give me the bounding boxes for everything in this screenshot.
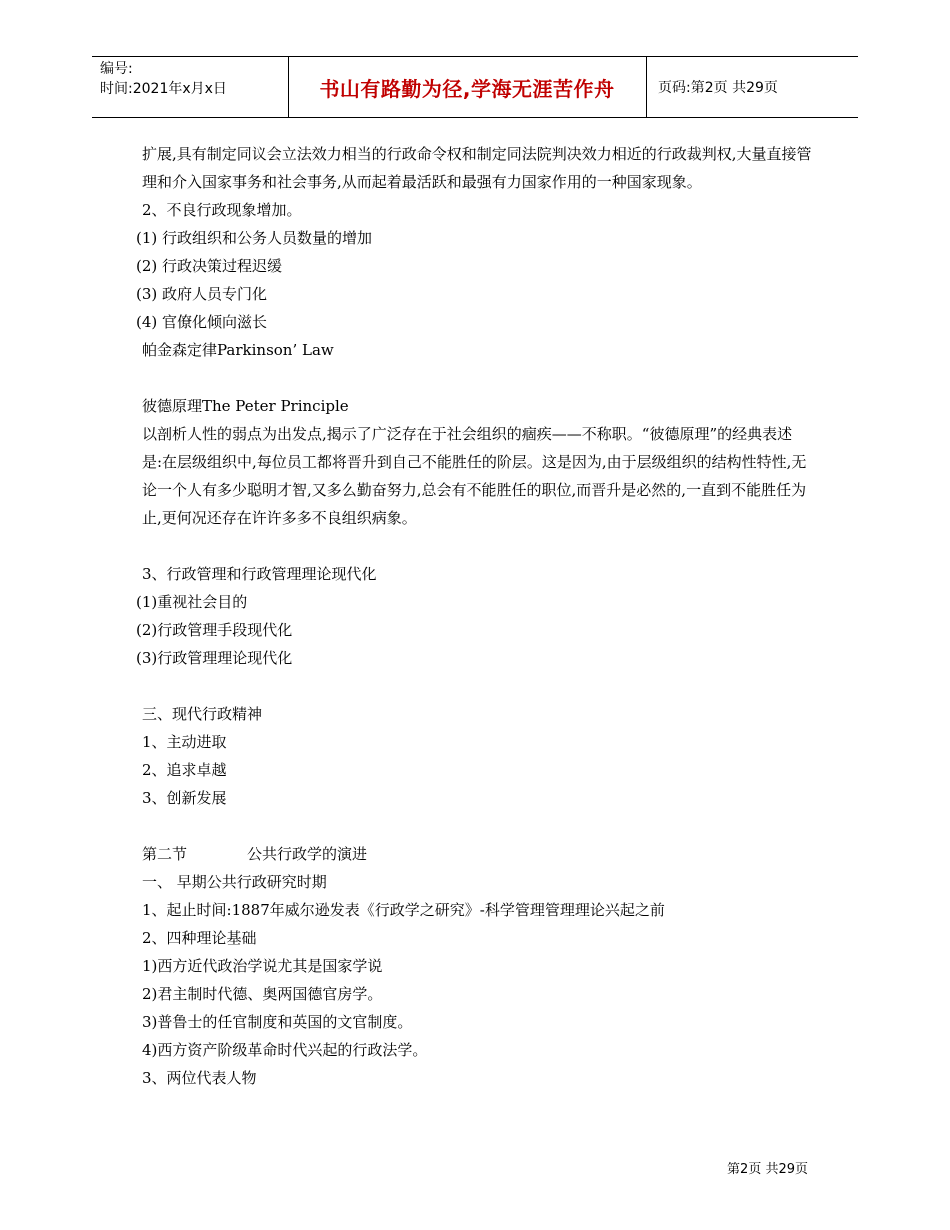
header-motto: 书山有路勤为径,学海无涯苦作舟 [319,76,615,101]
peter-principle-heading: 彼德原理The Peter Principle [142,397,349,415]
list-item: 2、四种理论基础 [142,929,257,947]
list-item: (3)行政管理理论现代化 [136,649,293,667]
page-header [92,56,858,118]
spacer [142,532,812,560]
spacer [142,672,812,700]
header-page-number: 页码:第2页 共29页 [658,80,778,96]
document-body [136,140,812,1092]
paragraph: 以剖析人性的弱点为出发点,揭示了广泛存在于社会组织的痼疾——不称职。“彼德原理”的经典表述是:在层级组织中,每位员工都将晋升到自己不能胜任的阶层。这是因为,由于层级组织的结构性特性,无论一个人有多少聪明才智,又多么勤奋努力,总会有不能胜任的职位,而晋升是必然的,一直到不能胜任为止,更何况还存在许许多多不良组织病象。 [142,425,807,527]
header-divider-right [646,57,647,117]
list-item: 1)西方近代政治学说尤其是国家学说 [142,957,383,975]
list-item: (1) 行政组织和公务人员数量的增加 [136,229,373,247]
spacer [142,364,812,392]
section-name: 公共行政学的演进 [247,845,368,863]
section-heading: 三、现代行政精神 [142,705,263,723]
list-item: (3) 政府人员专门化 [136,285,268,303]
list-item: 2、不良行政现象增加。 [142,201,302,219]
section-number: 第二节 [142,845,188,863]
document-time-label: 时间:2021年x月x日 [100,81,227,97]
list-item: 2)君主制时代德、奥两国德官房学。 [142,985,383,1003]
list-item: 3)普鲁士的任官制度和英国的文官制度。 [142,1013,413,1031]
header-meta [100,59,288,99]
spacer [142,812,812,840]
list-item: (4) 官僚化倾向滋长 [136,313,268,331]
list-item: (2) 行政决策过程迟缓 [136,257,283,275]
list-item: 2、追求卓越 [142,761,227,779]
list-item: 一、 早期公共行政研究时期 [142,873,327,891]
list-item: (2)行政管理手段现代化 [136,621,293,639]
list-item: 1、主动进取 [142,733,227,751]
page-footer-number: 第2页 共29页 [727,1162,808,1177]
list-item: 3、行政管理和行政管理理论现代化 [142,565,377,583]
parkinson-law-heading: 帕金森定律Parkinson’ Law [142,341,334,359]
paragraph: 扩展,具有制定同议会立法效力相当的行政命令权和制定同法院判决效力相近的行政裁判权,大量直接管理和介入国家事务和社会事务,从而起着最活跃和最强有力国家作用的一种国家现象。 [142,145,812,191]
list-item: 4)西方资产阶级革命时代兴起的行政法学。 [142,1041,428,1059]
list-item: 3、创新发展 [142,789,227,807]
list-item: 3、两位代表人物 [142,1069,257,1087]
document-number-label: 编号: [100,61,133,77]
list-item: (1)重视社会目的 [136,593,248,611]
chapter-section-title [142,840,812,868]
list-item: 1、起止时间:1887年威尔逊发表《行政学之研究》-科学管理管理理论兴起之前 [142,901,665,919]
